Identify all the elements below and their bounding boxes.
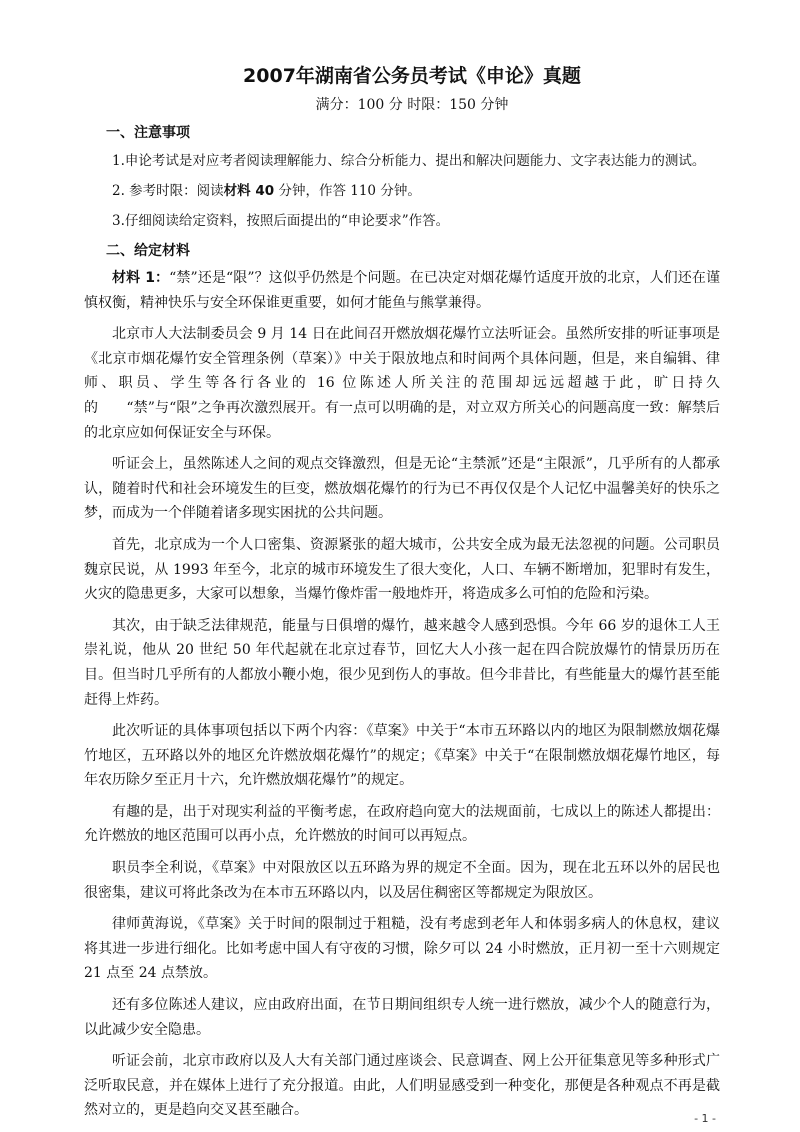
material-paragraph: 有趣的是，出于对现实利益的平衡考虑，在政府趋向宽大的法规面前，七成以上的陈述人都提出：允许燃放的地区范围可以再小点，允许燃放的时间可以再短点。 [84,803,720,845]
notice-item-2-bold: 材料 40 [223,183,275,199]
page-number: - 1 - [694,1112,716,1125]
material-paragraph: 律师黄海说，《草案》关于时间的限制过于粗糙，没有考虑到老年人和体弱多病人的休息权，建议将其进一步进行细化。比如考虑中国人有守夜的习惯，除夕可以 24 小时燃放，正月初一至十六则规定 21 点至 24 点禁放。 [84,916,720,982]
material-paragraph-text: “禁”还是“限”？这似乎仍然是个问题。在已决定对烟花爆竹适度开放的北京，人们还在谨慎权衡，精神快乐与安全环保谁更重要，如何才能鱼与熊掌兼得。 [84,270,720,311]
material-paragraph: 职员李全利说，《草案》中对限放区以五环路为界的规定不全面。因为，现在北五环以外的居民也很密集，建议可将此条改为在本市五环路以内，以及居住稠密区等都规定为限放区。 [84,860,720,901]
materials-heading: 二、给定材料 [106,243,190,259]
notice-item-3: 3.仔细阅读给定资料，按照后面提出的“申论要求”作答。 [112,213,450,229]
material-label: 材料 1： [112,270,170,286]
material-paragraph: 还有多位陈述人建议，应由政府出面，在节日期间组织专人统一进行燃放，减少个人的随意行为，以此减少安全隐患。 [84,997,720,1038]
notice-item-2-prefix: 2. 参考时限：阅读 [112,183,224,199]
material-paragraph: 北京市人大法制委员会 9 月 14 日在此间召开燃放烟花爆竹立法听证会。虽然所安排的听证事项是《北京市烟花爆竹安全管理条例（草案）》中关于限放地点和时间两个具体问题，但是，来自编辑、律师、职员、学生等各行各业的 16 位陈述人所关注的范围却远远超越于此，旷日持久的 “禁”与“限”之争再次激烈展开。有一点可以明确的是，对立双方所关心的问题高度一致：解禁后的北京应如何保证安全与环保。 [84,326,720,441]
document-title: 2007年湖南省公务员考试《申论》真题 [243,65,581,87]
material-paragraph: 听证会前，北京市政府以及人大有关部门通过座谈会、民意调查、网上公开征集意见等多种形式广泛听取民意，并在媒体上进行了充分报道。由此，人们明显感受到一种变化，那便是各种观点不再是截然对立的，更是趋向交叉甚至融合。 [84,1053,720,1119]
material-paragraph: 首先，北京成为一个人口密集、资源紧张的超大城市，公共安全成为最无法忽视的问题。公司职员魏京民说，从 1993 年至今，北京的城市环境发生了很大变化，人口、车辆不断增加，犯罪时有发生，火灾的隐患更多，大家可以想象，当爆竹像炸雷一般地炸开，将造成多么可怕的危险和污染。 [84,536,720,603]
material-paragraph: 此次听证的具体事项包括以下两个内容：《草案》中关于“本市五环路以内的地区为限制燃放烟花爆竹地区，五环路以外的地区允许燃放烟花爆竹”的规定；《草案》中关于“在限制燃放烟花爆竹地区，每年农历除夕至正月十六，允许燃放烟花爆竹”的规定。 [84,723,720,789]
notice-item-1: 1.申论考试是对应考者阅读理解能力、综合分析能力、提出和解决问题能力、文字表达能力的测试。 [112,153,706,169]
material-paragraph: 听证会上，虽然陈述人之间的观点交锋激烈，但是无论“主禁派”还是“主限派”，几乎所有的人都承认，随着时代和社会环境发生的巨变，燃放烟花爆竹的行为已不再仅仅是个人记忆中温馨美好的快乐之梦，而成为一个伴随着诸多现实困扰的公共问题。 [84,456,720,522]
material-paragraph: 其次，由于缺乏法律规范，能量与日俱增的爆竹，越来越令人感到恐惧。今年 66 岁的退休工人王崇礼说，他从 20 世纪 50 年代起就在北京过春节，回忆大人小孩一起在四合院放爆竹的情景历历在目。但当时几乎所有的人都放小鞭小炮，很少见到伤人的事故。但今非昔比，有些能量大的爆竹甚至能赶得上炸药。 [84,617,720,708]
document-subtitle: 满分：100 分 时限：150 分钟 [315,97,509,113]
notice-heading: 一、注意事项 [106,125,190,141]
notice-item-2-suffix: 分钟，作答 110 分钟。 [274,183,421,199]
notice-item-2 [84,178,720,204]
material-paragraph [84,266,720,315]
document-page [84,62,720,1130]
